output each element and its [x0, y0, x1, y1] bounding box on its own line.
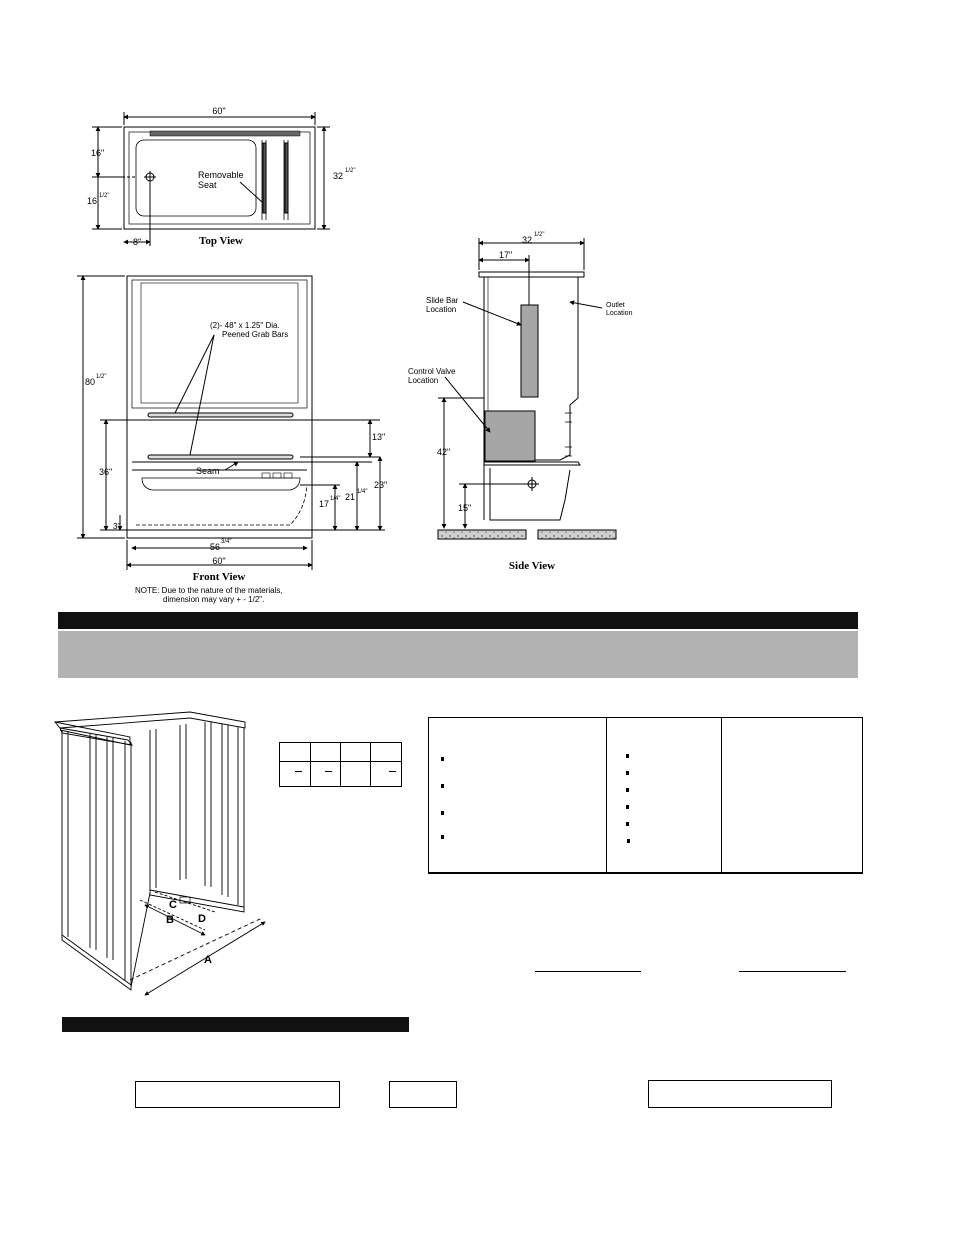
- bullet: [441, 835, 444, 839]
- top-view-depth-frac: 1/2": [345, 168, 356, 174]
- spec-column-divider: [606, 718, 607, 872]
- front-13-dim: 13": [372, 432, 386, 442]
- front-height-frac: 1/2": [96, 374, 107, 380]
- section-header-bar: [58, 612, 858, 629]
- top-view-8-dim: 8": [133, 237, 142, 247]
- top-view-title: Top View: [199, 235, 243, 247]
- note-line-1: NOTE: Due to the nature of the materials,: [135, 586, 283, 595]
- framing-label-c: C: [169, 899, 177, 911]
- framing-label-b: B: [166, 914, 174, 926]
- front-36-dim: 36": [99, 467, 113, 477]
- input-box-1[interactable]: [135, 1081, 340, 1108]
- grid-divider: [370, 743, 371, 786]
- grid-dash: [389, 771, 396, 772]
- top-view-16-half-dim: 16: [87, 196, 98, 206]
- outlet-label: Outlet: [606, 302, 625, 309]
- front-height-dim: 80: [85, 377, 96, 387]
- bullet: [441, 811, 444, 815]
- bullet: [441, 757, 444, 761]
- section-header-bar-2: [62, 1017, 409, 1032]
- removable-seat-label: Removable: [198, 170, 244, 180]
- top-view-depth-dim: 32: [333, 171, 344, 181]
- grab-bars-label: (2)- 48" x 1.25" Dia.: [210, 321, 280, 330]
- side-depth-frac: 1/2": [534, 232, 545, 238]
- front-3-dim: 3": [113, 522, 121, 531]
- top-view-16-half-frac: 1/2": [99, 193, 110, 199]
- grab-bars-label-2: Peened Grab Bars: [222, 330, 289, 339]
- bullet: [626, 822, 629, 826]
- bullet: [626, 805, 629, 809]
- input-box-2[interactable]: [389, 1081, 457, 1108]
- top-view-width-dim: 60": [212, 106, 226, 116]
- spec-column-divider: [721, 718, 722, 872]
- side-depth-dim: 32: [522, 235, 533, 245]
- bullet: [626, 788, 629, 792]
- side-42-dim: 42": [437, 447, 451, 457]
- slide-bar-label-2: Location: [426, 305, 457, 314]
- front-56-frac: 3/4": [221, 539, 232, 545]
- bullet: [627, 839, 630, 843]
- grid-dash: [325, 771, 332, 772]
- signature-line: [535, 971, 641, 972]
- section-gray-band: [58, 631, 858, 678]
- control-valve-label: Control Valve: [408, 367, 456, 376]
- side-15-dim: 15": [458, 503, 472, 513]
- front-17-dim: 17: [319, 499, 330, 509]
- bullet: [626, 771, 629, 775]
- spec-table: [428, 717, 863, 874]
- seam-label: Seam: [196, 466, 220, 476]
- framing-drawing: [55, 712, 265, 995]
- grid-divider: [280, 761, 401, 762]
- date-line: [739, 971, 846, 972]
- side-17-dim: 17": [499, 250, 513, 260]
- grid-divider: [340, 743, 341, 786]
- control-valve-label-2: Location: [408, 376, 439, 385]
- framing-label-d: D: [198, 913, 206, 925]
- grid-dash: [295, 771, 302, 772]
- top-view-16-dim: 16": [91, 148, 105, 158]
- grid-divider: [310, 743, 311, 786]
- outlet-label-2: Location: [606, 310, 633, 317]
- dimension-grid: [279, 742, 402, 787]
- bullet: [626, 754, 629, 758]
- note-line-2: dimension may vary + - 1/2".: [163, 595, 265, 604]
- front-60-dim: 60": [212, 556, 226, 566]
- front-23-dim: 23": [374, 480, 388, 490]
- slide-bar-label: Slide Bar: [426, 296, 459, 305]
- framing-label-a: A: [204, 954, 212, 966]
- side-view-title: Side View: [508, 560, 556, 572]
- front-21-frac: 1/4": [357, 489, 368, 495]
- bullet: [441, 784, 444, 788]
- front-21-dim: 21: [345, 492, 356, 502]
- removable-seat-label-2: Seat: [198, 180, 217, 190]
- front-56-dim: 56: [210, 542, 221, 552]
- input-box-3[interactable]: [648, 1080, 832, 1108]
- front-17-frac: 1/4": [330, 496, 341, 502]
- side-view-drawing: [438, 238, 616, 539]
- front-view-title: Front View: [192, 571, 246, 583]
